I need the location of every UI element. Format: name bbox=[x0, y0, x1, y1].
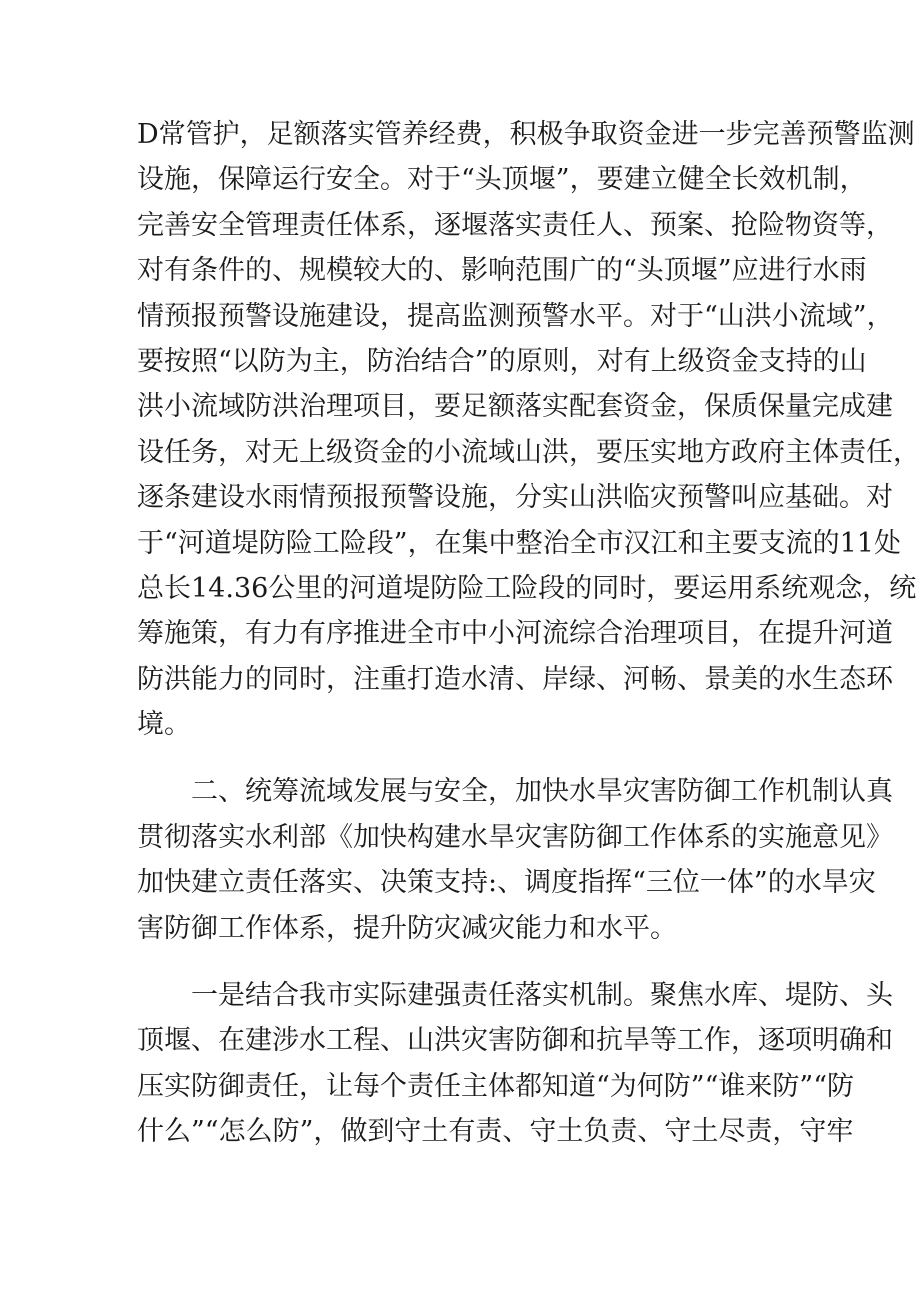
text-line: 防洪能力的同时，注重打造水清、岸绿、河畅、景美的水生态环 bbox=[137, 663, 893, 695]
text-line: 贯彻落实水利部《加快构建水旱灾害防御工作体系的实施意见》 bbox=[137, 821, 893, 853]
text-line: 压实防御责任，让每个责任主体都知道“为何防”“谁来防”“防 bbox=[137, 1070, 855, 1102]
text-line: 加快建立责任落实、决策支持:、调度指挥“三位一体”的水旱灾 bbox=[137, 867, 876, 899]
text-line: 对有条件的、规模较大的、影响范围广的“头顶堰”应进行水雨 bbox=[137, 255, 867, 287]
text-line: 逐条建设水雨情预报预警设施，分实山洪临灾预警叫应基础。对 bbox=[137, 482, 893, 514]
paragraph-3 bbox=[137, 973, 893, 1155]
text-line: 总长14.36公里的河道堤防险工险段的同时，要运用系统观念，统 bbox=[137, 572, 917, 604]
text-line: 什么”“怎么防”，做到守土有责、守土负责、守土尽责，守牢 bbox=[137, 1116, 854, 1148]
text-line: 洪小流域防洪治理项目，要足额落实配套资金，保质保量完成建 bbox=[137, 391, 893, 423]
text-line: 情预报预警设施建设，提高监测预警水平。对于“山洪小流域”， bbox=[137, 300, 894, 332]
paragraph-spacer bbox=[137, 951, 797, 973]
text-line: 设施，保障运行安全。对于“头顶堰”，要建立健全长效机制， bbox=[137, 164, 867, 196]
text-line: 完善安全管理责任体系，逐堰落实责任人、预案、抢险物资等， bbox=[137, 209, 893, 241]
text-line: D常管护，足额落实管养经费，积极争取资金进一步完善预警监测 bbox=[137, 119, 915, 150]
text-line: 顶堰、在建涉水工程、山洪灾害防御和抗旱等工作，逐项明确和 bbox=[137, 1025, 893, 1057]
text-line: 设任务，对无上级资金的小流域山洪，要压实地方政府主体责任， bbox=[137, 436, 920, 468]
text-line: 一是结合我市实际建强责任落实机制。聚焦水库、堤防、头 bbox=[137, 980, 893, 1012]
text-line: 于“河道堤防险工险段”，在集中整治全市汉江和主要支流的11处 bbox=[137, 527, 901, 559]
text-line: 境。 bbox=[137, 709, 191, 741]
paragraph-2 bbox=[137, 769, 893, 951]
text-line: 要按照“以防为主，防治结合”的原则，对有上级资金支持的山 bbox=[137, 345, 867, 377]
paragraph-1 bbox=[137, 112, 920, 747]
text-line: 筹施策，有力有序推进全市中小河流综合治理项目，在提升河道 bbox=[137, 618, 893, 650]
paragraph-spacer bbox=[137, 747, 797, 769]
text-line: 二、统筹流域发展与安全，加快水旱灾害防御工作机制认真 bbox=[137, 776, 893, 808]
text-line: 害防御工作体系，提升防灾减灾能力和水平。 bbox=[137, 912, 677, 944]
document-body bbox=[137, 112, 920, 1155]
